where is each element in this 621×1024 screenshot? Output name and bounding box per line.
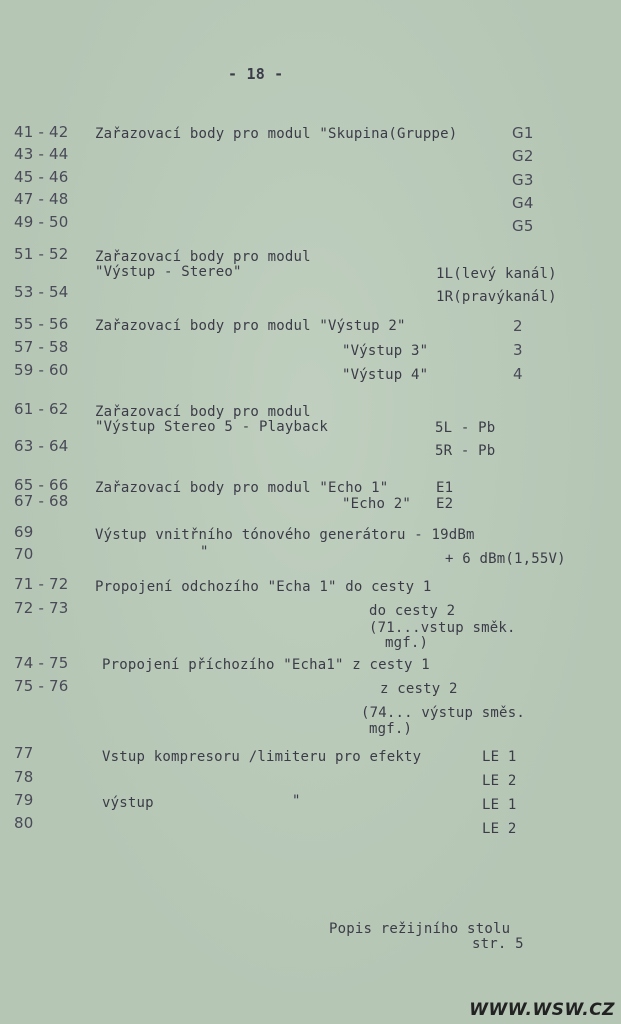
row-code: 2 — [513, 317, 523, 335]
row-number: 63 - 64 — [14, 437, 69, 455]
row-number: 75 - 76 — [14, 677, 69, 695]
row-description: výstup — [102, 795, 154, 811]
row-code: 4 — [513, 365, 523, 383]
row-code: 1L(levý kanál) — [436, 266, 557, 282]
row-number: 79 — [14, 791, 34, 809]
row-note-cont: mgf.) — [369, 721, 413, 737]
row-code: 5R - Pb — [435, 443, 496, 459]
row-code: G5 — [512, 217, 534, 235]
row-number: 47 - 48 — [14, 190, 69, 208]
row-code: LE 1 — [482, 797, 517, 813]
ditto-mark: " — [200, 544, 209, 560]
row-code: E1 — [436, 480, 454, 496]
row-number: 49 - 50 — [14, 213, 69, 231]
row-description-cont: "Výstup Stereo 5 - Playback — [95, 419, 328, 435]
row-code: 3 — [513, 341, 523, 359]
row-number: 78 — [14, 768, 34, 786]
row-number: 53 - 54 — [14, 283, 69, 301]
page-number: - 18 - — [228, 65, 284, 83]
row-code: E2 — [436, 496, 454, 512]
row-description: "Výstup 3" — [342, 343, 429, 359]
row-description: Zařazovací body pro modul "Skupina(Gruppe) — [95, 126, 458, 142]
row-number: 71 - 72 — [14, 575, 69, 593]
row-description: do cesty 2 — [369, 603, 456, 619]
row-description: Propojení odchozího "Echa 1" do cesty 1 — [95, 579, 432, 595]
row-code: G2 — [512, 147, 534, 165]
site-watermark: WWW.WSW.CZ — [469, 1000, 615, 1020]
row-description: Zařazovací body pro modul — [95, 404, 311, 420]
row-note-cont: mgf.) — [385, 635, 429, 651]
row-description-cont: "Výstup - Stereo" — [95, 264, 242, 280]
row-number: 45 - 46 — [14, 168, 69, 186]
row-number: 69 — [14, 523, 34, 541]
row-code: + 6 dBm(1,55V) — [445, 551, 566, 567]
row-code: G3 — [512, 171, 534, 189]
row-description: Zařazovací body pro modul "Výstup 2" — [95, 318, 406, 334]
row-number: 65 - 66 — [14, 476, 69, 494]
row-note: (74... výstup směs. — [361, 705, 525, 721]
row-code: G4 — [512, 194, 534, 212]
row-code: LE 1 — [482, 749, 517, 765]
row-description: Propojení příchozího "Echa1" z cesty 1 — [102, 657, 430, 673]
row-description: "Výstup 4" — [342, 367, 429, 383]
footer-title: Popis režijního stolu — [329, 921, 511, 937]
footer-page: str. 5 — [472, 936, 524, 952]
row-number: 51 - 52 — [14, 245, 69, 263]
ditto-mark: " — [292, 793, 301, 809]
row-note: (71...vstup směk. — [369, 620, 516, 636]
row-number: 43 - 44 — [14, 145, 69, 163]
row-code: 1R(pravýkanál) — [436, 289, 557, 305]
row-number: 72 - 73 — [14, 599, 69, 617]
row-number: 57 - 58 — [14, 338, 69, 356]
row-number: 80 — [14, 814, 34, 832]
row-description: Zařazovací body pro modul — [95, 249, 311, 265]
row-number: 67 - 68 — [14, 492, 69, 510]
row-code: LE 2 — [482, 821, 517, 837]
row-description: Zařazovací body pro modul "Echo 1" — [95, 480, 389, 496]
row-number: 59 - 60 — [14, 361, 69, 379]
row-number: 70 — [14, 545, 34, 563]
row-code: 5L - Pb — [435, 420, 496, 436]
row-number: 61 - 62 — [14, 400, 69, 418]
row-code: LE 2 — [482, 773, 517, 789]
row-code: G1 — [512, 124, 534, 142]
row-description: z cesty 2 — [380, 681, 458, 697]
row-number: 74 - 75 — [14, 654, 69, 672]
row-number: 77 — [14, 744, 34, 762]
row-description: Výstup vnitřního tónového generátoru - 19dBm — [95, 527, 475, 543]
row-description: "Echo 2" — [342, 496, 412, 512]
row-description: Vstup kompresoru /limiteru pro efekty — [102, 749, 422, 765]
row-number: 55 - 56 — [14, 315, 69, 333]
row-number: 41 - 42 — [14, 123, 69, 141]
